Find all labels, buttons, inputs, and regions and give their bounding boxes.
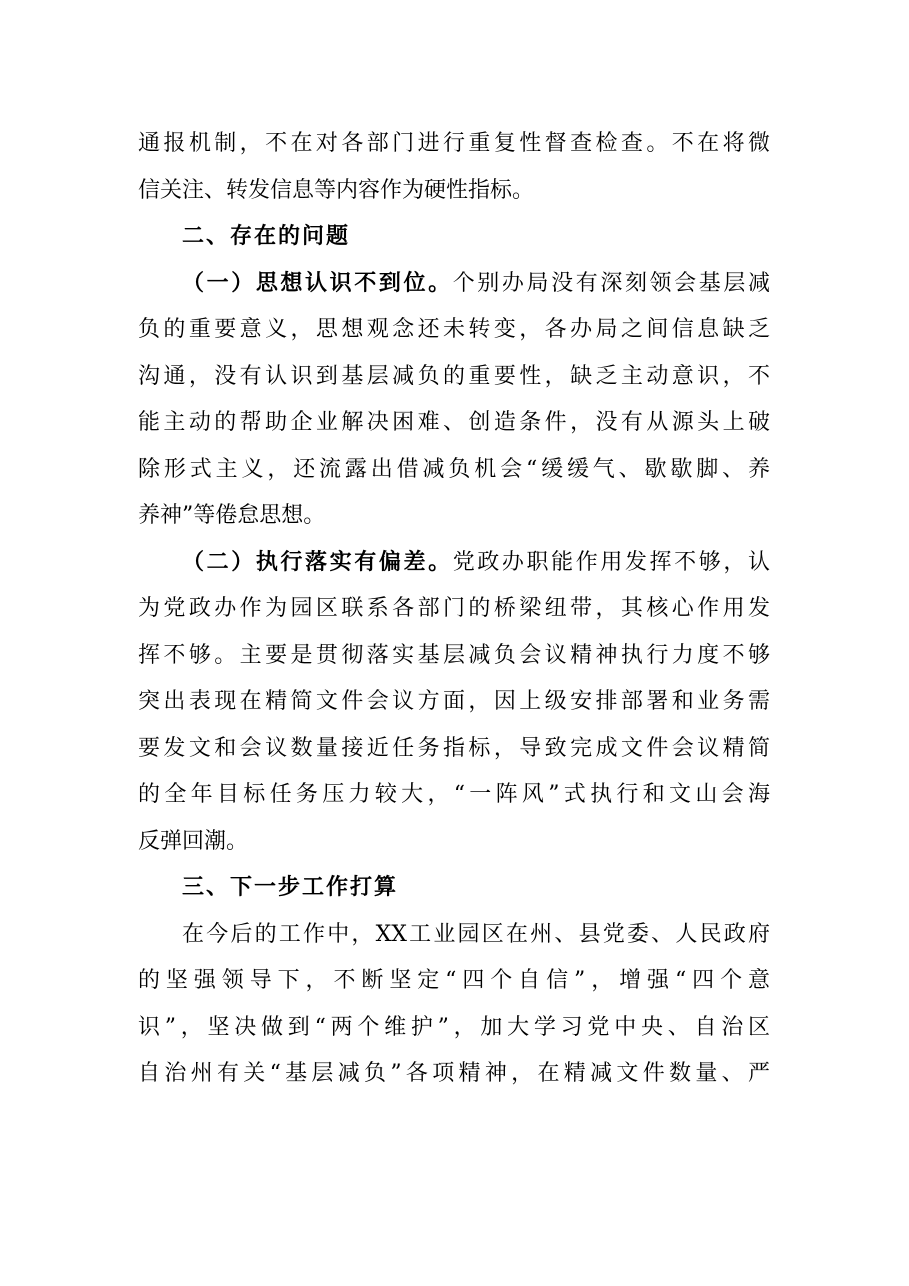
text-run: 党政办职能作用发挥不够，认: [452, 549, 770, 575]
text-line: 要发文和会议数量接近任务指标，导致完成文件会议精简: [138, 735, 770, 761]
text-line: 的坚强领导下，不断坚定“四个自信”，增强“四个意: [138, 968, 770, 993]
text-line: 信关注、转发信息等内容作为硬性指标。: [138, 177, 535, 203]
section-heading-problems: 二、存在的问题: [182, 224, 351, 249]
paragraph-notification-mechanism: [138, 121, 770, 214]
text-line: 识”，坚决做到“两个维护”，加大学习党中央、自治区: [138, 1014, 770, 1040]
text-line: 通报机制，不在对各部门进行重复性督查检查。不在将微: [138, 131, 770, 156]
paragraph-implementation-deviation: [138, 540, 770, 866]
paragraph-future-work: [138, 912, 770, 1098]
subsection-lead-implementation: （二）执行落实有偏差。: [182, 549, 453, 575]
text-line: 挥不够。主要是贯彻落实基层减负会议精神执行力度不够: [138, 642, 770, 668]
text-line: 自治州有关“基层减负”各项精神，在精减文件数量、严: [138, 1061, 770, 1086]
paragraph-ideological-awareness: [138, 261, 770, 540]
section-heading-next-steps: 三、下一步工作打算: [182, 875, 399, 900]
text-run: 个别办局没有深刻领会基层减: [452, 270, 770, 296]
text-line: 在今后的工作中，XX工业园区在州、县党委、人民政府: [182, 921, 770, 947]
document-body: [138, 121, 770, 1098]
text-line: 养神”等倦怠思想。: [138, 503, 326, 528]
text-line: 突出表现在精简文件会议方面，因上级安排部署和业务需: [138, 689, 770, 714]
text-line: 负的重要意义，思想观念还未转变，各办局之间信息缺乏: [138, 317, 770, 342]
text-line: 反弹回潮。: [138, 828, 249, 854]
text-line: 的全年目标任务压力较大，“一阵风”式执行和文山会海: [138, 782, 770, 807]
text-line: [138, 540, 770, 587]
subsection-lead-ideology: （一）思想认识不到位。: [182, 270, 453, 296]
text-line: 沟通，没有认识到基层减负的重要性，缺乏主动意识，不: [138, 363, 770, 389]
text-line: 为党政办作为园区联系各部门的桥梁纽带，其核心作用发: [138, 596, 770, 621]
text-line: 能主动的帮助企业解决困难、创造条件，没有从源头上破: [138, 410, 770, 435]
text-line: [138, 261, 770, 308]
text-line: 除形式主义，还流露出借减负机会“缓缓气、歇歇脚、养: [138, 456, 770, 482]
